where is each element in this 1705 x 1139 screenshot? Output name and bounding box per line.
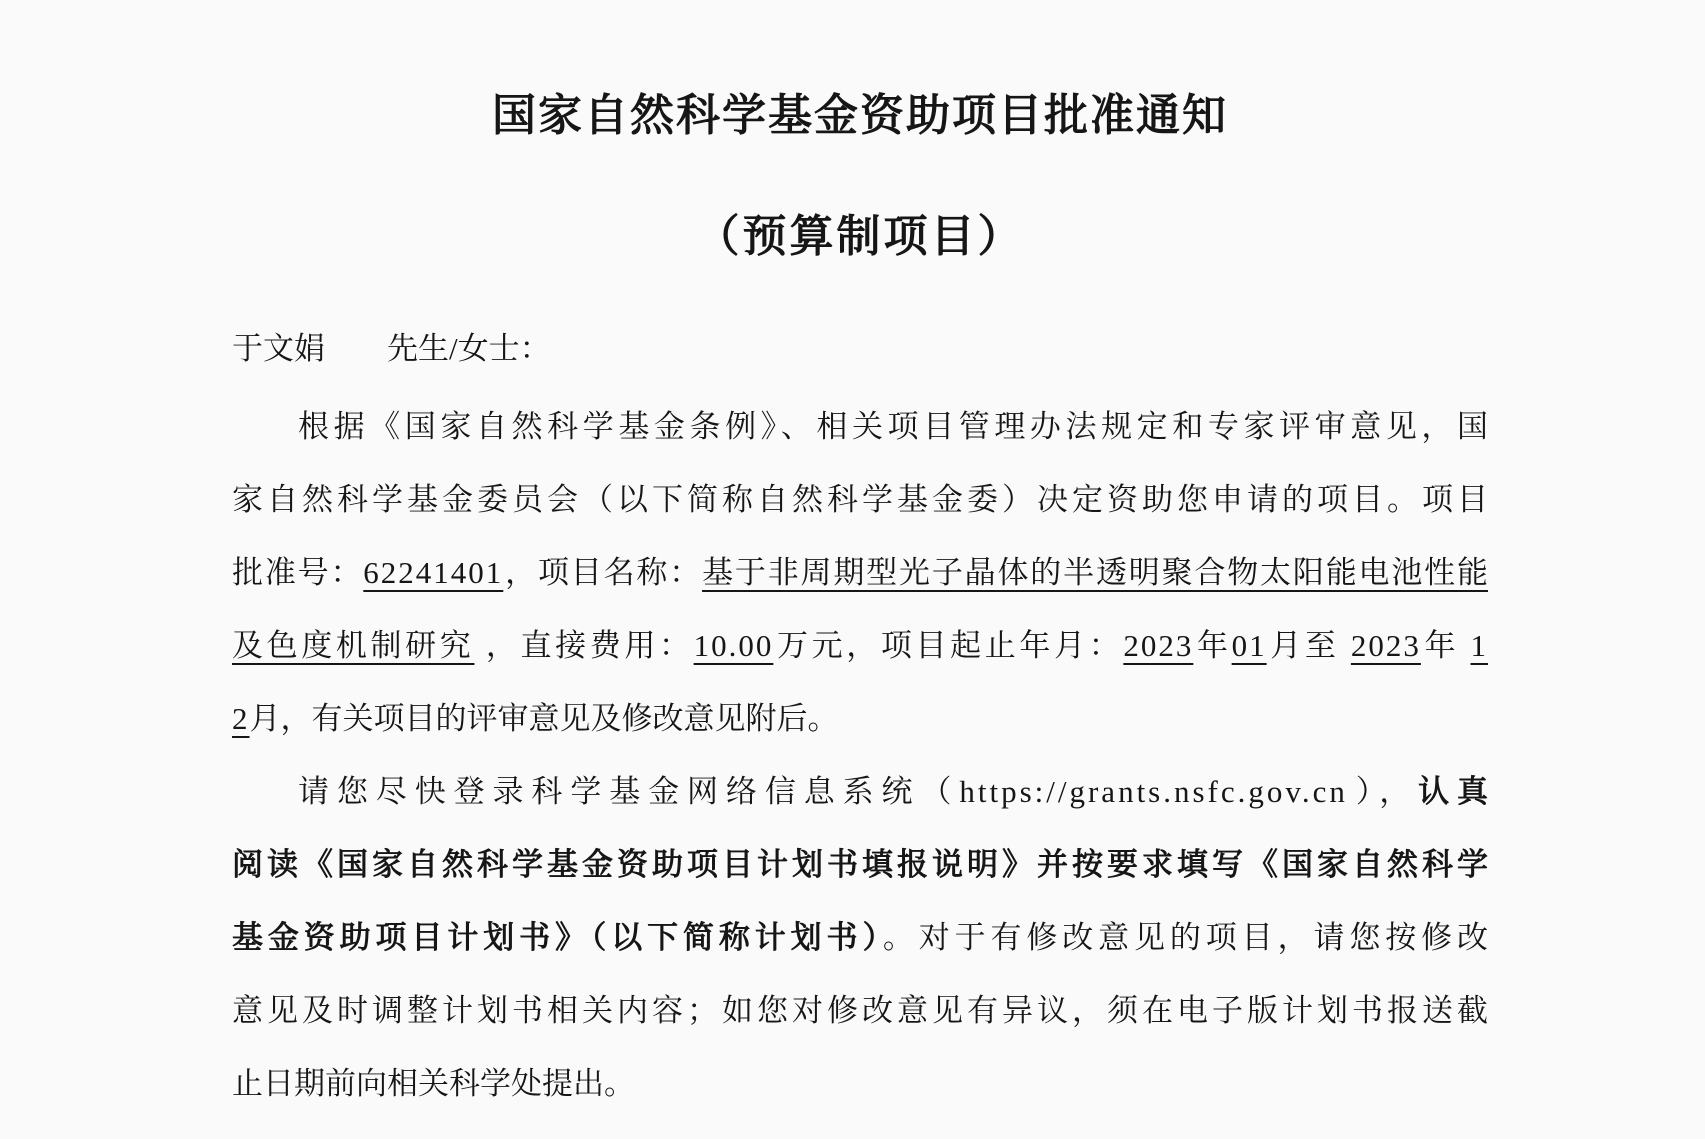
project-period-label: 万元，项目起止年月：	[773, 628, 1124, 663]
notice-title: 国家自然科学基金资助项目批准通知	[492, 91, 1228, 140]
recipient-name: 于文娟	[232, 331, 325, 366]
direct-cost-value: 10.00	[693, 628, 774, 663]
start-year-unit: 年	[1193, 628, 1232, 663]
emphasis-text: 基金资助项目计划书》（以下简称计划书）	[232, 920, 883, 955]
emphasis-text: 认真	[1418, 774, 1488, 809]
text-line: 根据《国家自然科学基金条例》、相关项目管理办法规定和专家评审意见，国	[298, 409, 1488, 444]
recipient-honorific: 先生/女士：	[387, 331, 551, 366]
revision-instructions: 。对于有修改意见的项目，请您按修改	[882, 920, 1488, 955]
start-month: 01	[1231, 628, 1267, 663]
approval-number-label: 批准号：	[232, 555, 364, 590]
text-line: 家自然科学基金委员会（以下简称自然科学基金委）决定资助您申请的项目。项目	[232, 482, 1488, 517]
text-line	[232, 682, 1488, 755]
closing-sentence: 月，有关项目的评审意见及修改意见附后。	[249, 701, 839, 736]
start-year: 2023	[1123, 628, 1194, 663]
system-login-text-end: ），	[1347, 774, 1419, 809]
notice-body	[232, 390, 1488, 1120]
end-year-unit: 年	[1420, 628, 1471, 663]
text-line	[232, 901, 1488, 974]
system-url: https://grants.nsfc.gov.cn	[959, 774, 1348, 809]
end-month-part-2: 2	[232, 701, 250, 736]
text-line	[232, 755, 1488, 828]
text-line: 止日期前向相关科学处提出。	[232, 1066, 635, 1101]
text-line: 意见及时调整计划书相关内容；如您对修改意见有异议，须在电子版计划书报送截	[232, 993, 1488, 1028]
system-login-text: 请您尽快登录科学基金网络信息系统（	[298, 774, 960, 809]
approval-number: 62241401	[363, 555, 504, 590]
paragraph-plan-instructions	[232, 755, 1488, 1120]
end-year: 2023	[1350, 628, 1421, 663]
emphasis-line: 阅读《国家自然科学基金资助项目计划书填报说明》并按要求填写《国家自然科学	[232, 847, 1488, 882]
text-line	[232, 609, 1488, 682]
project-name-part-2: 及色度机制研究	[232, 628, 475, 663]
end-month-part-1: 1	[1470, 628, 1488, 663]
direct-cost-label: ，直接费用：	[474, 628, 694, 663]
notice-subtitle: （预算制项目）	[695, 212, 1025, 261]
salutation	[232, 312, 1488, 385]
project-name-label: ，项目名称：	[503, 555, 703, 590]
period-range-separator: 月至	[1266, 628, 1351, 663]
paragraph-funding-decision	[232, 390, 1488, 755]
project-name-part-1: 基于非周期型光子晶体的半透明聚合物太阳能电池性能	[702, 555, 1488, 590]
text-line	[232, 536, 1488, 609]
